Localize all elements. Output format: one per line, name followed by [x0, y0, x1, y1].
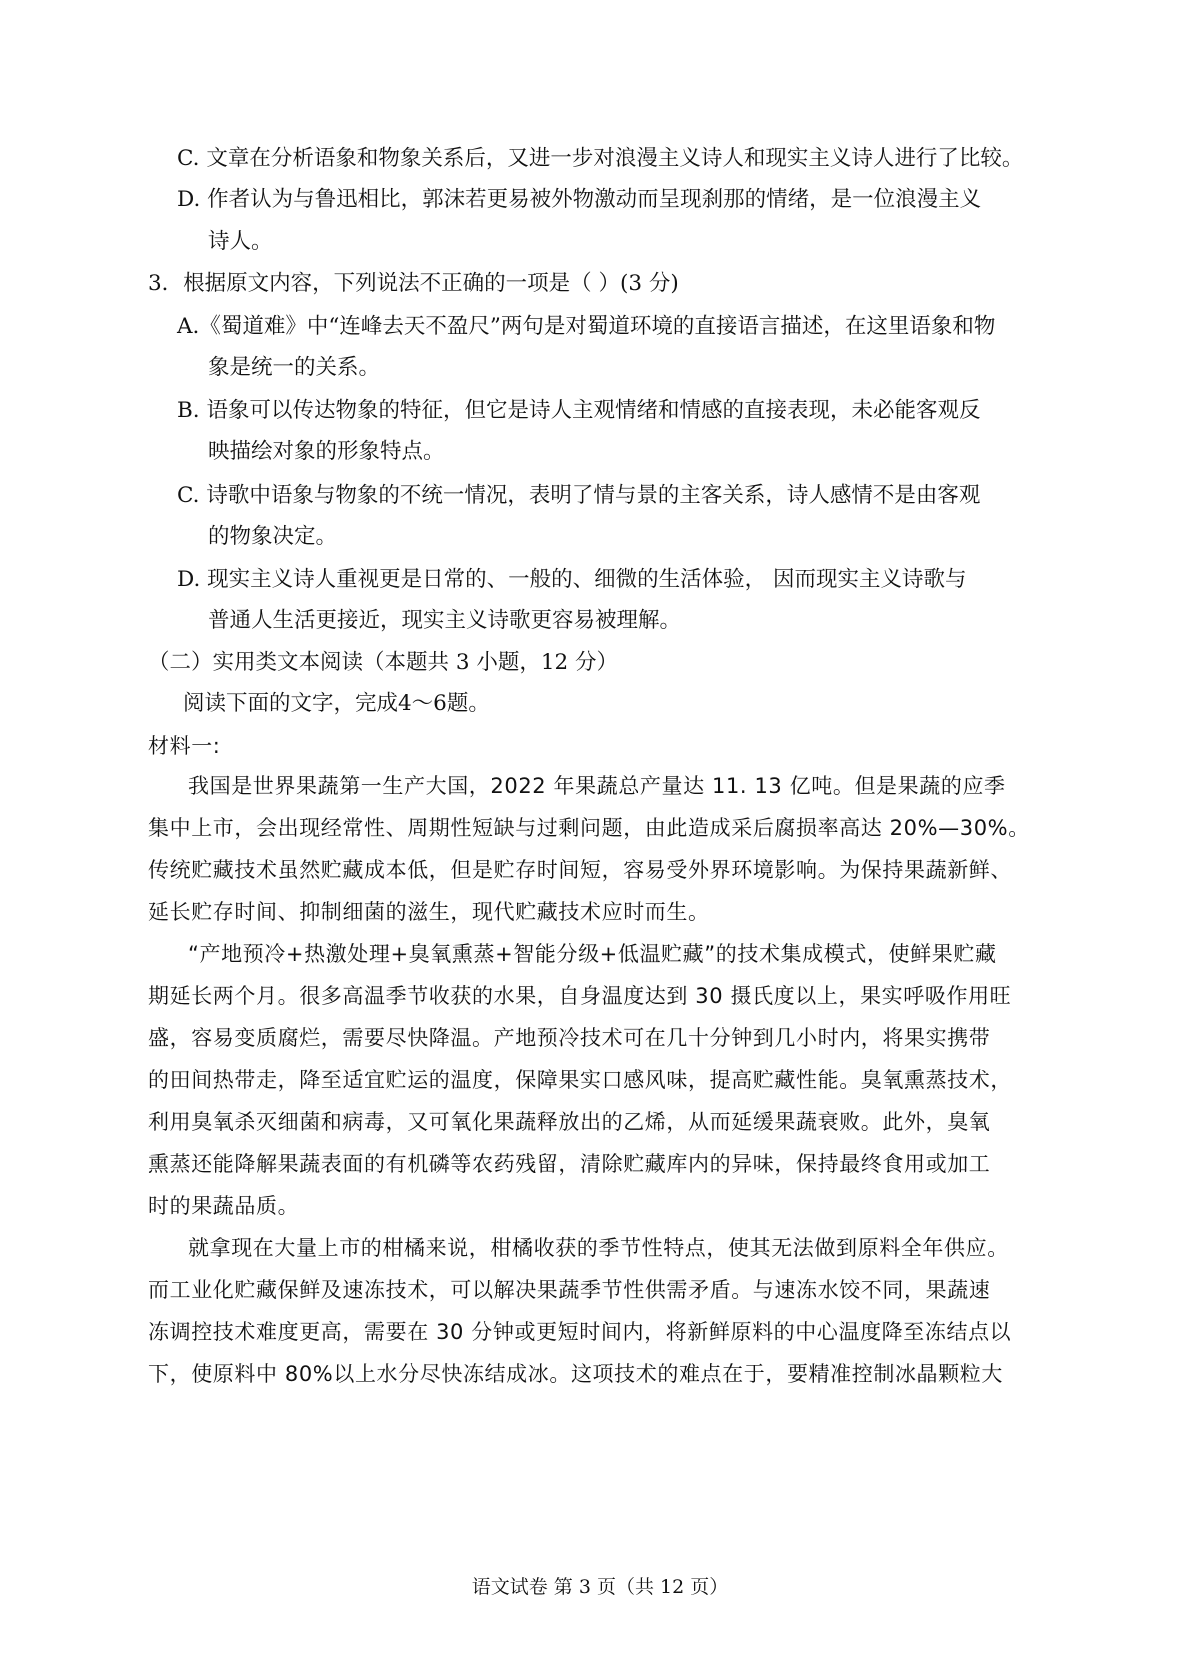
m1-p2-line4: 的田间热带走，降至适宜贮运的温度，保障果实口感风味，提高贮藏性能。臭氧熏蒸技术，: [148, 1068, 1012, 1092]
q3-option-d-line1: D. 现实主义诗人重视更是日常的、一般的、细微的生活体验， 因而现实主义诗歌与: [177, 567, 967, 592]
m1-p3-line2: 而工业化贮藏保鲜及速冻技术，可以解决果蔬季节性供需矛盾。与速冻水饺不同，果蔬速: [148, 1278, 991, 1302]
m1-p1-line1: 我国是世界果蔬第一生产大国，2022 年果蔬总产量达 11. 13 亿吨。但是果蔬的应季: [188, 774, 1006, 798]
m1-p3-line4: 下，使原料中 80%以上水分尽快冻结成冰。这项技术的难点在于，要精准控制冰晶颗粒大: [148, 1362, 1003, 1386]
q3-option-a-line1: A.《蜀道难》中“连峰去天不盈尺”两句是对蜀道环境的直接语言描述，在这里语象和物: [177, 314, 996, 339]
m1-p2-line6: 熏蒸还能降解果蔬表面的有机磷等农药残留，清除贮藏库内的异味，保持最终食用或加工: [148, 1152, 991, 1176]
q2-option-d-line2: 诗人。: [208, 229, 273, 254]
page-footer: 语文试卷 第 3 页（共 12 页）: [471, 1576, 729, 1598]
section-heading: （二）实用类文本阅读（本题共 3 小题，12 分）: [148, 650, 619, 675]
m1-p2-line2: 期延长两个月。很多高温季节收获的水果，自身温度达到 30 摄氏度以上，果实呼吸作用旺: [148, 984, 1012, 1008]
m1-p2-line7: 时的果蔬品质。: [148, 1194, 300, 1218]
m1-p3-line3: 冻调控技术难度更高，需要在 30 分钟或更短时间内，将新鲜原料的中心温度降至冻结点以: [148, 1320, 1012, 1344]
q3-stem: 3．根据原文内容，下列说法不正确的一项是（ ）(3 分): [148, 271, 679, 296]
m1-p1-line3: 传统贮藏技术虽然贮藏成本低，但是贮存时间短，容易受外界环境影响。为保持果蔬新鲜、: [148, 858, 1012, 882]
q3-option-b-line1: B. 语象可以传达物象的特征，但它是诗人主观情绪和情感的直接表现，未必能客观反: [177, 398, 981, 423]
m1-p1-line4: 延长贮存时间、抑制细菌的滋生，现代贮藏技术应时而生。: [148, 900, 710, 924]
m1-p3-line1: 就拿现在大量上市的柑橘来说，柑橘收获的季节性特点，使其无法做到原料全年供应。: [188, 1236, 1009, 1260]
section-instruction: 阅读下面的文字，完成4～6题。: [183, 691, 490, 716]
m1-p2-line3: 盛，容易变质腐烂，需要尽快降温。产地预冷技术可在几十分钟到几小时内，将果实携带: [148, 1026, 991, 1050]
q3-option-c-line2: 的物象决定。: [208, 524, 338, 549]
q2-option-c: C. 文章在分析语象和物象关系后，又进一步对浪漫主义诗人和现实主义诗人进行了比较。: [177, 146, 1024, 171]
q3-option-a-line2: 象是统一的关系。: [208, 355, 381, 380]
q2-option-d-line1: D. 作者认为与鲁迅相比，郭沫若更易被外物激动而呈现刹那的情绪，是一位浪漫主义: [177, 187, 982, 212]
material-label: 材料一:: [148, 734, 221, 758]
q3-option-c-line1: C. 诗歌中语象与物象的不统一情况，表明了情与景的主客关系，诗人感情不是由客观: [177, 483, 981, 508]
q3-option-d-line2: 普通人生活更接近，现实主义诗歌更容易被理解。: [208, 608, 682, 633]
q3-option-b-line2: 映描绘对象的形象特点。: [208, 439, 445, 464]
m1-p1-line2: 集中上市，会出现经常性、周期性短缺与过剩问题，由此造成采后腐损率高达 20%—30%。: [148, 816, 1030, 840]
m1-p2-line5: 利用臭氧杀灭细菌和病毒，又可氧化果蔬释放出的乙烯，从而延缓果蔬衰败。此外，臭氧: [148, 1110, 991, 1134]
m1-p2-line1: “产地预冷+热激处理+臭氧熏蒸+智能分级+低温贮藏”的技术集成模式，使鲜果贮藏: [188, 942, 997, 966]
